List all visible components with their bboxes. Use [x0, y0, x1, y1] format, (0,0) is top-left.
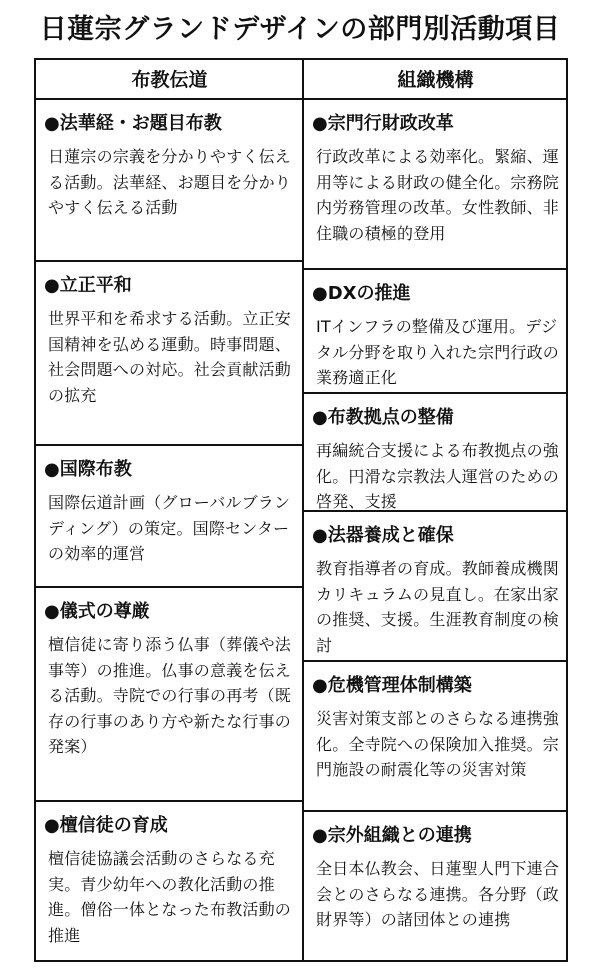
- activity-table: [34, 58, 568, 962]
- section-body: 国際伝道計画（グローバルブランディング）の策定。国際センターの効率的運営: [48, 493, 291, 563]
- section-body: ITインフラの整備及び運用。デジタル分野を取り入れた宗門行政の業務適正化: [316, 317, 560, 387]
- section-heading: ●宗外組織との連携: [312, 825, 472, 846]
- section-heading: ●檀信徒の育成: [44, 815, 168, 836]
- section-administrative-reform: [304, 100, 568, 270]
- section-body: 行政改革による効率化。緊縮、運用等による財政の健全化。宗務院内労務管理の改革。女性教師、非住職の積極的登用: [316, 147, 560, 243]
- section-heading: ●立正平和: [44, 275, 132, 296]
- section-heading: ●危機管理体制構築: [312, 675, 472, 696]
- section-ritual-dignity: [36, 588, 302, 802]
- section-lotus-sutra-propagation: [36, 100, 302, 262]
- section-heading: ●儀式の尊厳: [44, 601, 150, 622]
- section-crisis-management: [304, 662, 568, 812]
- section-heading: ●国際布教: [44, 459, 132, 480]
- section-rissho-peace: [36, 262, 302, 446]
- section-body: 世界平和を希求する活動。立正安国精神を弘める運動。時事問題、社会問題への対応。社会貢献活動の拡充: [48, 309, 292, 405]
- section-body: 日蓮宗の宗義を分かりやすく伝える活動。法華経、お題目を分かりやすく伝える活動: [48, 147, 292, 217]
- column-header-left: 布教伝道: [36, 60, 303, 100]
- column-header-right: 組織機構: [303, 60, 568, 100]
- section-body: 檀信徒に寄り添う仏事（葬儀や法事等）の推進。仏事の意義を伝える活動。寺院での行事の再考（既存の行事のあり方や新たな行事の発案）: [48, 635, 292, 756]
- section-heading: ●法華経・お題目布教: [44, 113, 222, 134]
- section-body: 教育指導者の育成。教師養成機関カリキュラムの見直し。在家出家の推奨、支援。生涯教育制度の検討: [316, 559, 560, 655]
- section-heading: ●法器養成と確保: [312, 525, 454, 546]
- section-international-propagation: [36, 446, 302, 588]
- section-body: 再編統合支援による布教拠点の強化。円滑な宗教法人運営のための啓発、支援: [316, 441, 560, 511]
- section-body: 檀信徒協議会活動のさらなる充実。青少幼年への教化活動の推進。僧俗一体となった布教活動の推進: [48, 849, 292, 945]
- section-priest-training: [304, 512, 568, 662]
- section-dx-promotion: [304, 270, 568, 394]
- section-heading: ●布教拠点の整備: [312, 407, 454, 428]
- section-external-cooperation: [304, 812, 568, 960]
- section-parishioner-development: [36, 802, 302, 960]
- section-heading: ●DXの推進: [312, 283, 411, 304]
- section-body: 災害対策支部とのさらなる連携強化。全寺院への保険加入推奨。宗門施設の耐震化等の災害対策: [316, 709, 560, 779]
- page-title: 日蓮宗グランドデザインの部門別活動項目: [39, 14, 561, 45]
- section-body: 全日本仏教会、日蓮聖人門下連合会とのさらなる連携。各分野（政財界等）の諸団体との連携: [316, 859, 560, 929]
- section-propagation-base: [304, 394, 568, 512]
- section-heading: ●宗門行財政改革: [312, 113, 454, 134]
